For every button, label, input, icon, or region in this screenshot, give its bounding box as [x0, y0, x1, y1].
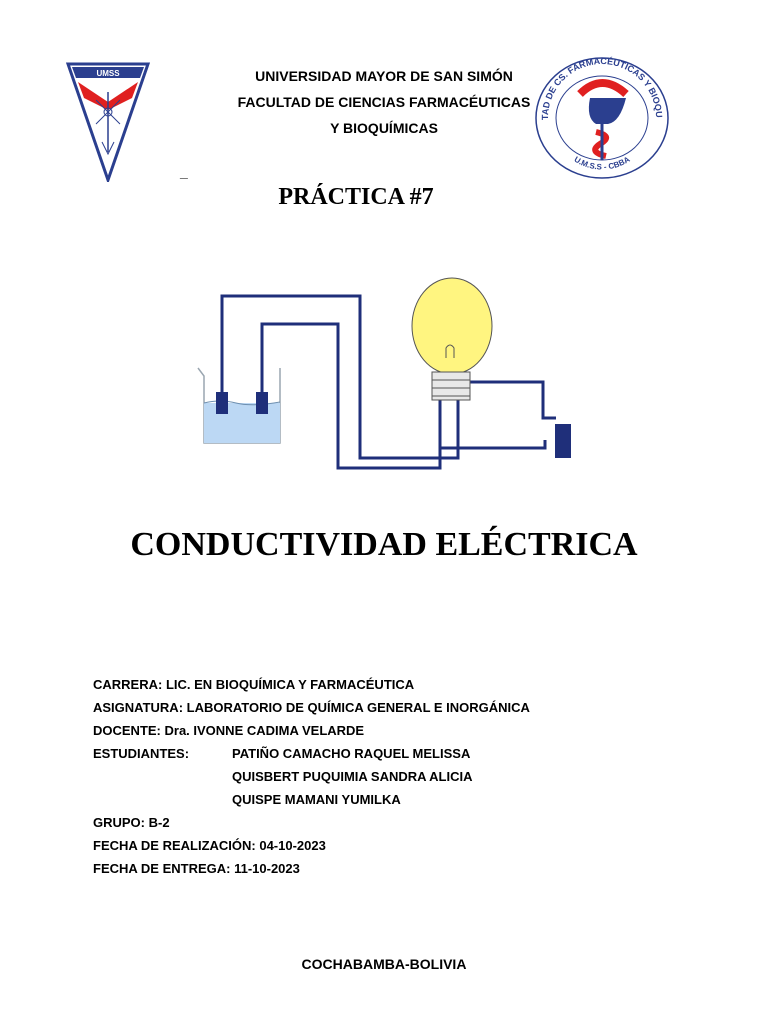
faculty-name-line2: Y BIOQUÍMICAS — [330, 120, 438, 136]
conductivity-circuit-illustration — [190, 268, 580, 478]
umss-logo-text: UMSS — [96, 69, 120, 78]
faculty-name-line1: FACULTAD DE CIENCIAS FARMACÉUTICAS — [237, 94, 531, 110]
main-title: CONDUCTIVIDAD ELÉCTRICA — [130, 526, 638, 563]
stray-mark: _ — [180, 164, 188, 180]
seal-ring-text: TAD DE CS. FARMACÉUTICAS Y BIOQU — [539, 55, 665, 121]
university-name: UNIVERSIDAD MAYOR DE SAN SIMÓN — [255, 68, 513, 84]
footer-city: COCHABAMBA-BOLIVIA — [301, 956, 467, 972]
practice-title: PRÁCTICA #7 — [278, 184, 434, 210]
carrera-line: CARRERA: LIC. EN BIOQUÍMICA Y FARMACÉUTICA — [93, 677, 415, 692]
student-name: QUISPE MAMANI YUMILKA — [232, 792, 401, 807]
student-name: PATIÑO CAMACHO RAQUEL MELISSA — [232, 746, 471, 761]
student-name: QUISBERT PUQUIMIA SANDRA ALICIA — [232, 769, 473, 784]
fecha-entrega-line: FECHA DE ENTREGA: 11-10-2023 — [93, 861, 300, 876]
asignatura-line: ASIGNATURA: LABORATORIO DE QUÍMICA GENERAL E INORGÁNICA — [93, 700, 530, 715]
umss-logo — [66, 62, 150, 182]
estudiantes-label: ESTUDIANTES: — [93, 746, 190, 761]
seal-bottom-text: U.M.S.S - CBBA — [572, 154, 632, 172]
fecha-realizacion-line: FECHA DE REALIZACIÓN: 04-10-2023 — [93, 838, 326, 853]
battery-icon — [555, 424, 571, 458]
electrode-left — [216, 392, 228, 414]
docente-line: DOCENTE: Dra. IVONNE CADIMA VELARDE — [93, 723, 365, 738]
electrode-right — [256, 392, 268, 414]
grupo-line: GRUPO: B-2 — [93, 815, 170, 830]
